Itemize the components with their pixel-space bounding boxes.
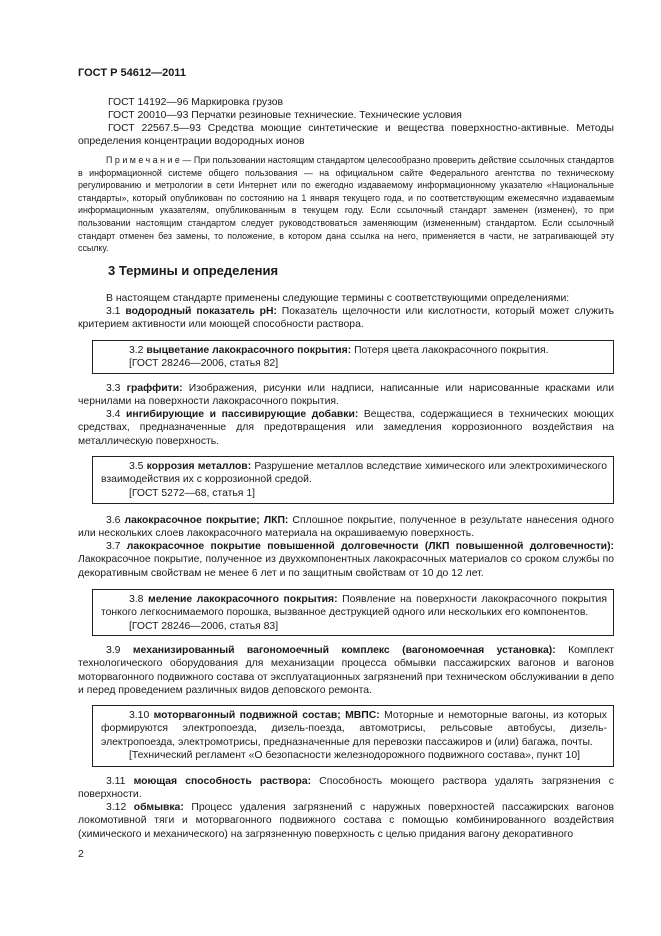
term-definition: Показатель щелочности или кислотности, который может служить критерием активности или моющей способности раствора.	[78, 306, 614, 331]
term-3-4	[78, 408, 614, 448]
term-definition: Появление на поверхности лакокрасочного покрытия тонкого легкоснимаемого порошка, вызванное деструкцией одного или нескольких его компонентов.	[101, 594, 607, 619]
term-number: 3.8	[129, 594, 149, 605]
term-definition: Комплект технологического оборудования для механизации процесса обмывки пассажирских вагонов и вагонов моторвагонного подвижного состава от эксплуатационных загрязнений при техническом обслуживании в депо и перед проведением различных видов деповского ремонта.	[78, 645, 614, 697]
note-label: Примечание	[106, 155, 183, 165]
term-name: коррозия металлов:	[146, 461, 252, 472]
term-definition: Моторные и немоторные вагоны, из которых формируются электропоезда, дизель-поезда, автомотрисы, рельсовые автобусы, дизель-электропоезда, электромотрисы, предназначенные для перевозки пассажиров и (или) багажа, почты.	[101, 710, 607, 748]
term-name: лакокрасочное покрытие; ЛКП:	[124, 515, 289, 526]
term-number: 3.5	[129, 461, 147, 472]
section-title: 3 Термины и определения	[108, 263, 279, 278]
term-number: 3.10	[129, 710, 154, 721]
term-definition: Потеря цвета лакокрасочного покрытия.	[351, 345, 549, 356]
term-3-12	[78, 801, 614, 841]
term-3-3	[78, 382, 614, 409]
reference-gost-20010: ГОСТ 20010—93 Перчатки резиновые технические. Технические условия	[108, 110, 462, 121]
term-name: обмывка:	[133, 802, 184, 813]
term-3-6	[78, 514, 614, 541]
term-definition: Процесс удаления загрязнений с наружных поверхностей пассажирских вагонов локомотивной тяги и моторвагонного подвижного состава с помощью комбинированного воздействия (химического и механического) на загрязненную поверхность с целью придания вагону декоративного	[78, 802, 614, 840]
term-definition: Лакокрасочное покрытие, полученное из двухкомпонентных лакокрасочных материалов со сроком службы по декоративным свойствам не менее 6 лет и по защитным свойствам от 10 до 12 лет.	[78, 554, 614, 579]
term-3-9	[78, 644, 614, 698]
reference-gost-22567: ГОСТ 22567.5—93 Средства моющие синтетические и вещества поверхностно-активные. Методы определения концентрации водородных ионов	[78, 123, 614, 148]
term-number: 3.2	[129, 345, 147, 356]
reference-gost-14192: ГОСТ 14192—96 Маркировка грузов	[108, 97, 284, 108]
term-3-11	[78, 775, 614, 802]
term-name: моторвагонный подвижной состав; МВПС:	[153, 710, 380, 721]
term-name: водородный показатель pH:	[125, 306, 277, 317]
term-number: 3.7	[106, 541, 127, 552]
term-name: механизированный вагономоечный комплекс (вагономоечная установка):	[132, 645, 556, 656]
document-header: ГОСТ Р 54612—2011	[78, 67, 186, 79]
term-source: [Технический регламент «О безопасности железнодорожного подвижного состава», пункт 10]	[129, 750, 580, 762]
term-definition: Вещества, содержащиеся в технических моющих средствах, предназначенные для предотвращения или замедления коррозионного воздействия на металлическую поверхность.	[78, 409, 614, 447]
term-definition: Сплошное покрытие, полученное в результате нанесения одного или нескольких слоев лакокрасочного материала на окрашиваемую поверхность.	[78, 515, 614, 540]
term-definition: Изображения, рисунки или надписи, написанные или нарисованные красками или чернилами на поверхности лакокрасочного покрытия.	[78, 383, 614, 408]
term-name: выцветание лакокрасочного покрытия:	[146, 345, 352, 356]
intro-paragraph: В настоящем стандарте применены следующие термины с соответствующими определениями:	[106, 293, 570, 304]
term-3-10-box	[92, 705, 614, 767]
term-3-8-box	[92, 589, 614, 636]
note-paragraph	[78, 154, 614, 255]
term-3-5	[101, 460, 607, 487]
page-number: 2	[78, 849, 84, 860]
term-source: [ГОСТ 5272—68, статья 1]	[129, 487, 255, 499]
term-number: 3.6	[106, 515, 125, 526]
term-number: 3.4	[106, 409, 127, 420]
term-name: моющая способность раствора:	[133, 776, 312, 787]
term-name: меление лакокрасочного покрытия:	[148, 594, 338, 605]
term-number: 3.12	[106, 802, 134, 813]
term-definition: Способность моющего раствора удалять загрязнения с поверхности.	[78, 776, 614, 801]
term-3-1	[78, 305, 614, 332]
term-3-5-box	[92, 456, 614, 504]
term-number: 3.9	[106, 645, 133, 656]
term-definition: Разрушение металлов вследствие химического или электрохимического взаимодействия их с коррозионной средой.	[101, 461, 607, 486]
term-3-2-box	[92, 340, 614, 374]
term-source: [ГОСТ 28246—2006, статья 83]	[129, 620, 279, 632]
term-number: 3.1	[106, 306, 126, 317]
term-3-2	[101, 344, 607, 357]
note-text: — При пользовании настоящим стандартом целесообразно проверить действие ссылочных стандартов в информационной системе общего пользования — на официальном сайте Федерального агентства по техническому регулированию и метрологии в сети Интернет или по ежегодно издаваемому информационному указателю «Национальные стандарты», который опубликован по состоянию на 1 января текущего года, и по соответствующим ежемесячно издаваемым информационным указателям, опубликованным в текущем году. Если ссылочный стандарт заменен (изменен), то при пользовании настоящим стандартом следует руководствоваться заменяющим (измененным) стандартом. Если ссылочный стандарт отменен без замены, то положение, в котором дана ссылка на него, применяется в части, не затрагивающей эту ссылку.	[78, 155, 614, 254]
term-number: 3.3	[106, 383, 127, 394]
term-name: ингибирующие и пассивирующие добавки:	[126, 409, 359, 420]
term-name: лакокрасочное покрытие повышенной долговечности (ЛКП повышенной долговечности):	[126, 541, 614, 552]
term-name: граффити:	[126, 383, 183, 394]
term-source: [ГОСТ 28246—2006, статья 82]	[129, 358, 279, 370]
term-3-10	[101, 709, 607, 749]
term-3-8	[101, 593, 607, 620]
term-3-7	[78, 540, 614, 580]
term-number: 3.11	[106, 776, 134, 787]
